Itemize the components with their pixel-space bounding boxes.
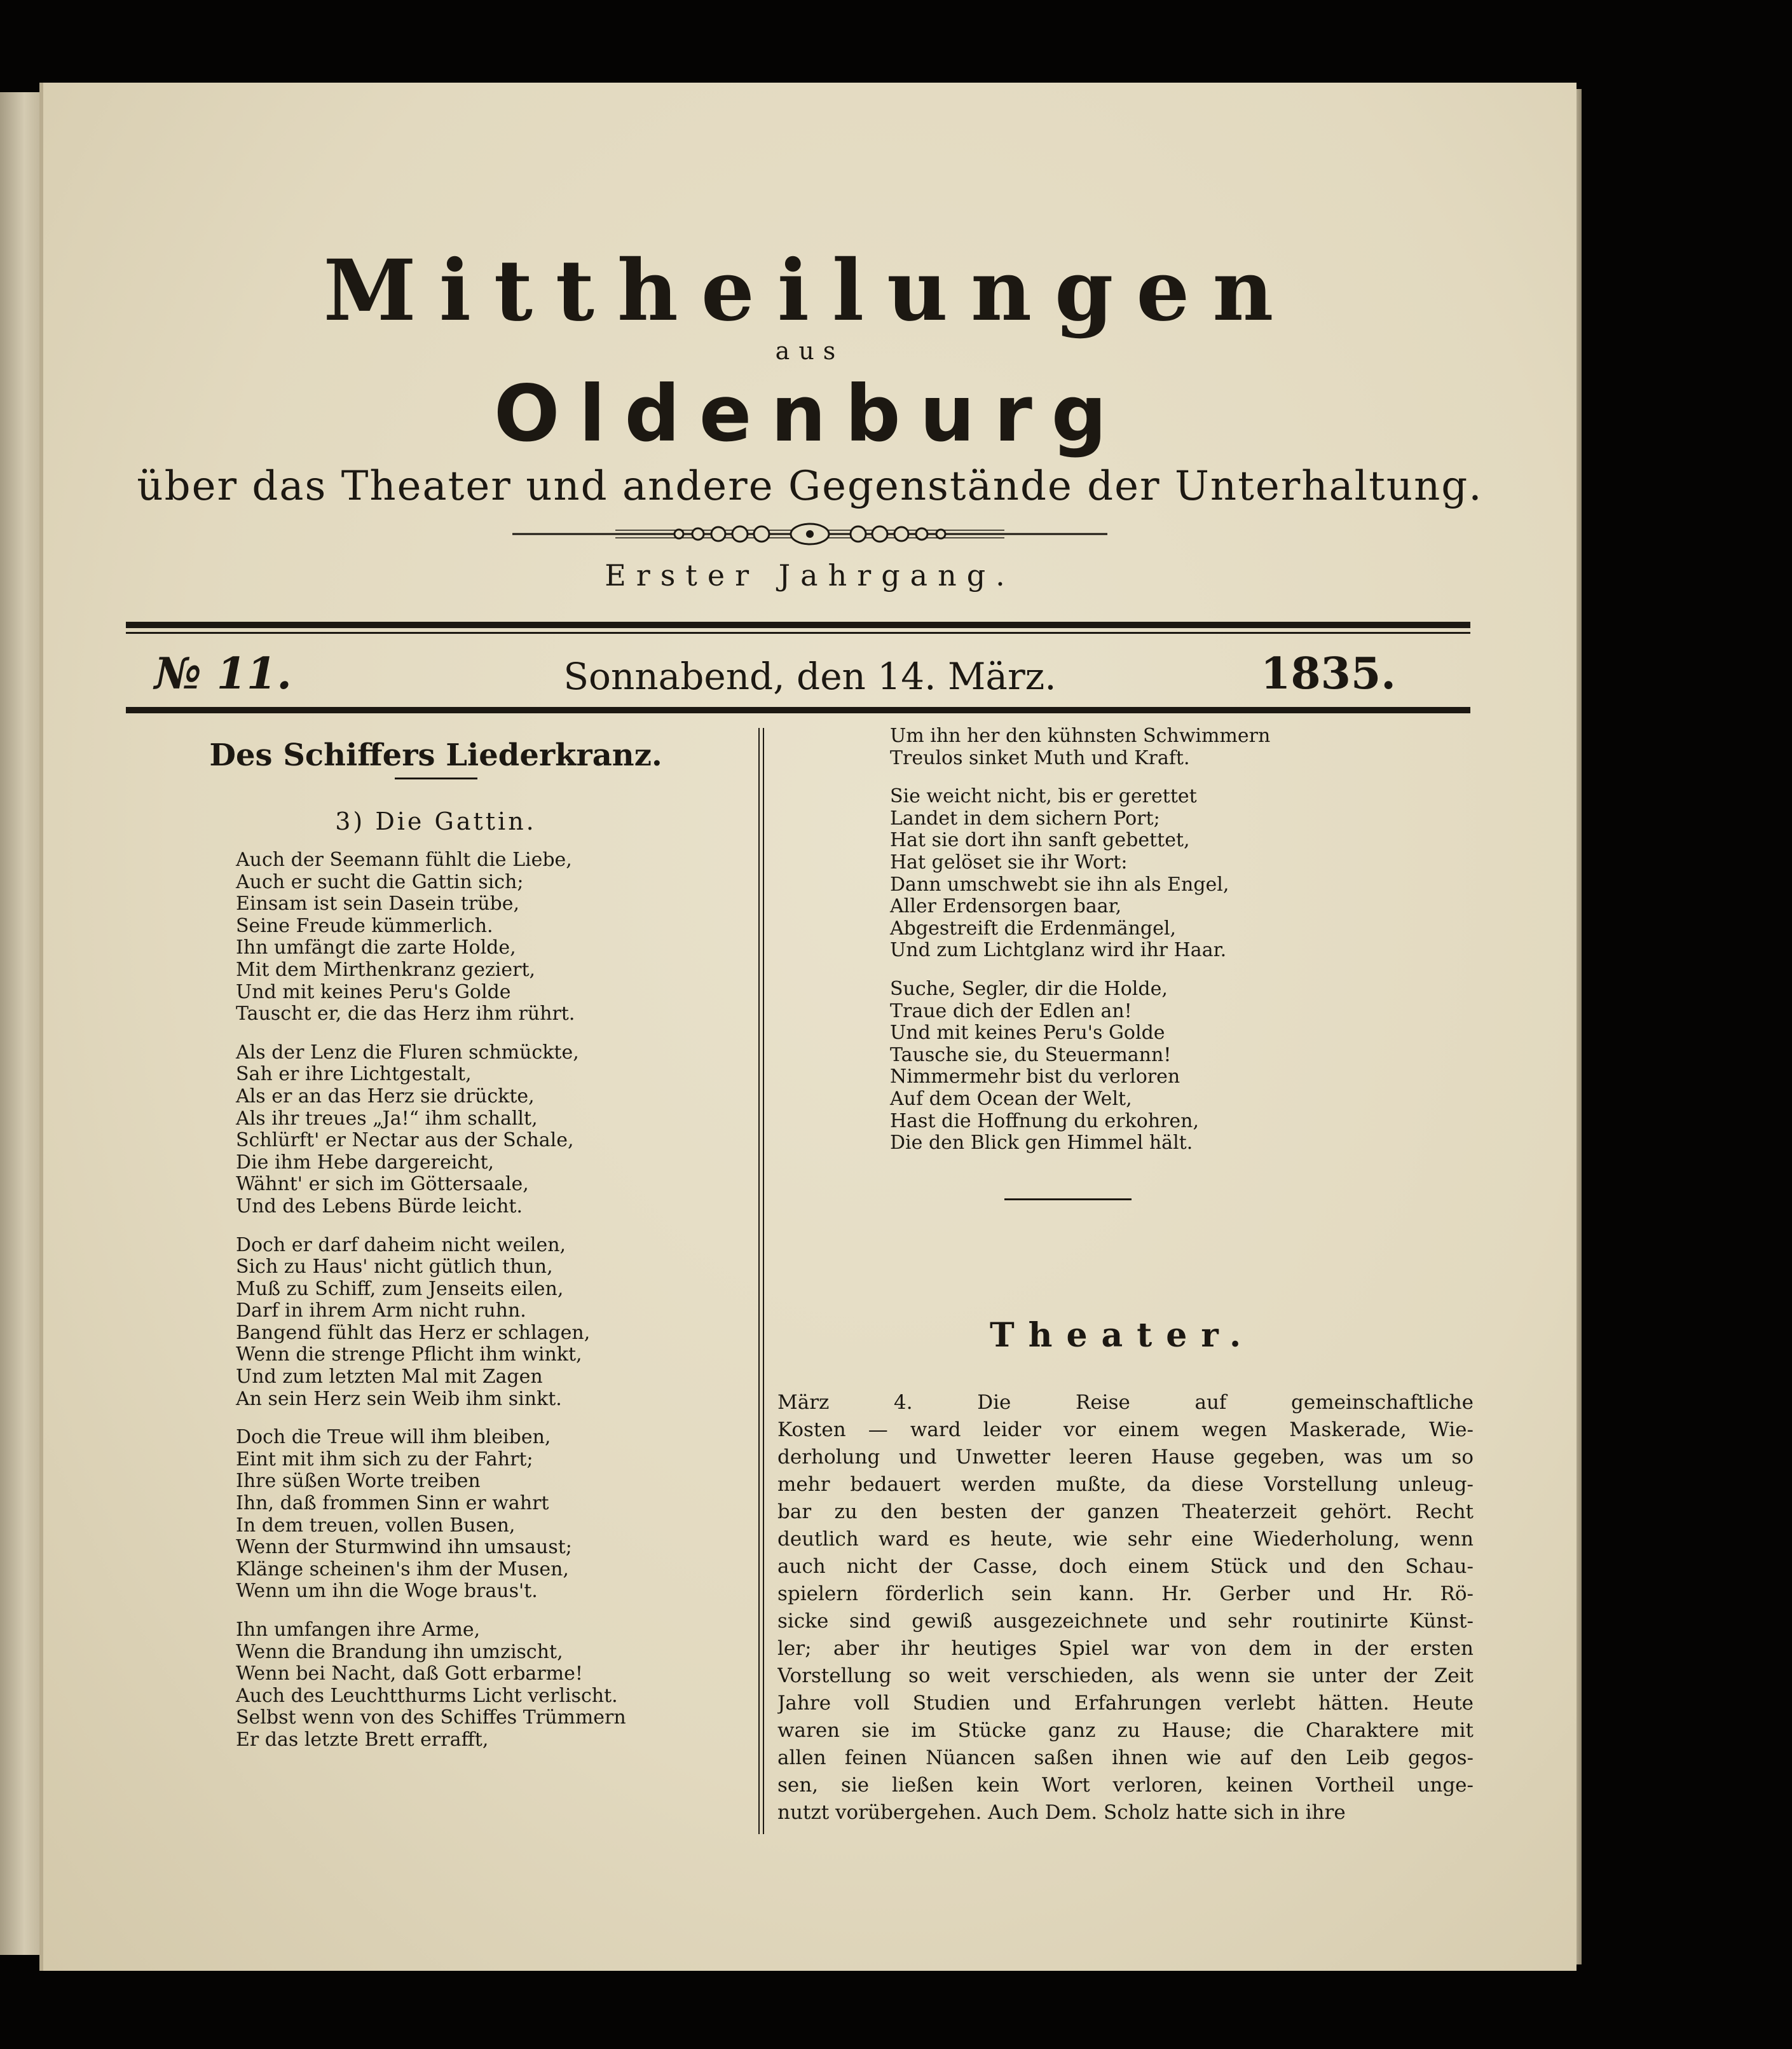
- poem-line: Ihn umfängt die zarte Holde,: [236, 936, 516, 959]
- poem-line: Wenn bei Nacht, daß Gott erbarme!: [236, 1662, 583, 1685]
- masthead-title: Mittheilungen: [323, 242, 1297, 340]
- poem-line: Als er an das Herz sie drückte,: [236, 1085, 535, 1107]
- poem-line: Traue dich der Edlen an!: [890, 999, 1132, 1022]
- poem-line: Sie weicht nicht, bis er gerettet: [890, 785, 1197, 808]
- poem-line: Seine Freude kümmerlich.: [236, 914, 493, 937]
- poem-line: Einsam ist sein Dasein trübe,: [236, 893, 520, 915]
- poem-stanza: [890, 978, 1386, 1155]
- article-line: März 4. Die Reise auf gemeinschaftliche: [777, 1391, 1474, 1414]
- poem-line: Wenn der Sturmwind ihn umsaust;: [236, 1536, 572, 1559]
- article-line: spielern förderlich sein kann. Hr. Gerber und Hr. Rö-: [777, 1582, 1474, 1605]
- newspaper-page: [39, 83, 1577, 1971]
- poem-line: Wähnt' er sich im Göttersaale,: [236, 1173, 529, 1196]
- poem-line: Tauscht er, die das Herz ihm rührt.: [236, 1003, 575, 1025]
- poem-line: Er das letzte Brett errafft,: [236, 1728, 489, 1751]
- masthead-aus: aus: [775, 337, 845, 365]
- poem-right-column: [890, 725, 1386, 1171]
- poem-line: Treulos sinket Muth und Kraft.: [890, 746, 1190, 769]
- poem-line: Selbst wenn von des Schiffes Trümmern: [236, 1706, 626, 1729]
- poem-line: Hat sie dort ihn sanft gebettet,: [890, 829, 1190, 852]
- article-line: ler; aber ihr heutiges Spiel war von dem in der ersten: [777, 1637, 1474, 1660]
- poem-line: Aller Erdensorgen baar,: [890, 895, 1122, 918]
- facing-page-edge: [0, 92, 44, 1955]
- poem-line: In dem treuen, vollen Busen,: [236, 1514, 516, 1537]
- article-line: derholung und Unwetter leeren Hause gegeben, was um so: [777, 1446, 1474, 1469]
- poem-line: Landet in dem sichern Port;: [890, 807, 1160, 830]
- column-divider-inner: [763, 728, 764, 1834]
- issue-number: № 11.: [154, 648, 292, 699]
- poem-line: Hast die Hoffnung du erkohren,: [890, 1109, 1200, 1132]
- article-line: nutzt vorübergehen. Auch Dem. Scholz hatte sich in ihre: [777, 1801, 1346, 1824]
- poem-line: Darf in ihrem Arm nicht ruhn.: [236, 1299, 526, 1322]
- poem-line: An sein Herz sein Weib ihm sinkt.: [236, 1387, 562, 1410]
- poem-line: Und zum Lichtglanz wird ihr Haar.: [890, 939, 1227, 962]
- article-line: sicke sind gewiß ausgezeichnete und sehr routinirte Künst-: [777, 1610, 1474, 1633]
- poem-line: Schlürft' er Nectar aus der Schale,: [236, 1129, 574, 1152]
- article-line: Vorstellung so weit verschieden, als wenn sie unter der Zeit: [777, 1664, 1474, 1687]
- poem-line: Auch der Seemann fühlt die Liebe,: [236, 849, 572, 871]
- article-line: waren sie im Stücke ganz zu Hause; die Charaktere mit: [777, 1719, 1474, 1742]
- poem-stanza: [890, 725, 1386, 769]
- poem-line: Die ihm Hebe dargereicht,: [236, 1151, 495, 1174]
- poem-line: Die den Blick gen Himmel hält.: [890, 1132, 1193, 1155]
- article-line: bar zu den besten der ganzen Theaterzeit gehört. Recht: [777, 1500, 1474, 1523]
- poem-line: Eint mit ihm sich zu der Fahrt;: [236, 1448, 533, 1470]
- poem-line: Hat gelöset sie ihr Wort:: [890, 851, 1128, 874]
- poem-line: Ihre süßen Worte treiben: [236, 1470, 481, 1493]
- volume-label: Erster Jahrgang.: [605, 558, 1015, 593]
- poem-line: Um ihn her den kühnsten Schwimmern: [890, 725, 1271, 747]
- poem-line: Tausche sie, du Steuermann!: [890, 1043, 1172, 1066]
- poem-line: Suche, Segler, dir die Holde,: [890, 977, 1168, 1000]
- poem-line: Und des Lebens Bürde leicht.: [236, 1195, 523, 1217]
- poem-line: Und mit keines Peru's Golde: [890, 1022, 1165, 1045]
- issue-year: 1835.: [1261, 648, 1396, 699]
- poem-line: Wenn die Brandung ihn umzischt,: [236, 1640, 563, 1663]
- masthead-place: Oldenburg: [493, 369, 1126, 459]
- masthead-rule-bottom: [126, 707, 1470, 713]
- theater-heading: Theater.: [989, 1316, 1255, 1355]
- poem-line: Sich zu Haus' nicht gütlich thun,: [236, 1256, 553, 1278]
- poem-line: Doch er darf daheim nicht weilen,: [236, 1233, 566, 1256]
- poem-subtitle: 3) Die Gattin.: [335, 807, 537, 835]
- poem-line: Klänge scheinen's ihm der Musen,: [236, 1558, 569, 1580]
- poem-stanza: [236, 1235, 744, 1411]
- poem-left-column: [236, 849, 744, 1768]
- poem-stanza: [890, 786, 1386, 962]
- poem-title-rule: [395, 778, 477, 779]
- poem-stanza: [236, 1619, 744, 1751]
- poem-title: Des Schiffers Liederkranz.: [209, 737, 662, 773]
- poem-line: Und mit keines Peru's Golde: [236, 980, 511, 1003]
- poem-line: Als der Lenz die Fluren schmückte,: [236, 1041, 579, 1064]
- poem-line: Auch er sucht die Gattin sich;: [236, 870, 524, 893]
- poem-stanza: [236, 1042, 744, 1218]
- poem-line: Bangend fühlt das Herz er schlagen,: [236, 1321, 591, 1344]
- masthead-rule-top-thin: [126, 632, 1470, 634]
- article-line: sen, sie ließen kein Wort verloren, keinen Vortheil unge-: [777, 1774, 1474, 1797]
- poem-line: Ihn umfangen ihre Arme,: [236, 1619, 481, 1641]
- article-line: allen feinen Nüancen saßen ihnen wie auf den Leib gegos-: [777, 1746, 1474, 1769]
- poem-line: Sah er ihre Lichtgestalt,: [236, 1063, 472, 1086]
- poem-line: Ihn, daß frommen Sinn er wahrt: [236, 1492, 549, 1515]
- article-line: deutlich ward es heute, wie sehr eine Wiederholung, wenn: [777, 1528, 1474, 1551]
- poem-line: Wenn die strenge Pflicht ihm winkt,: [236, 1343, 582, 1366]
- masthead-subtitle: über das Theater und andere Gegenstände der Unterhaltung.: [137, 463, 1483, 510]
- issue-date: Sonnabend, den 14. März.: [563, 655, 1057, 698]
- poem-line: Auf dem Ocean der Welt,: [890, 1087, 1132, 1110]
- ornament-divider-icon: [43, 515, 1577, 553]
- masthead-rule-top: [126, 622, 1470, 628]
- poem-line: Als ihr treues „Ja!“ ihm schallt,: [236, 1107, 538, 1130]
- article-line: Kosten — ward leider vor einem wegen Maskerade, Wie-: [777, 1418, 1474, 1441]
- poem-line: Doch die Treue will ihm bleiben,: [236, 1426, 551, 1449]
- poem-line: Abgestreift die Erdenmängel,: [890, 917, 1177, 940]
- poem-line: Muß zu Schiff, zum Jenseits eilen,: [236, 1277, 564, 1300]
- article-line: auch nicht der Casse, doch einem Stück und den Schau-: [777, 1555, 1474, 1578]
- poem-line: Wenn um ihn die Woge braus't.: [236, 1580, 538, 1603]
- poem-stanza: [236, 1427, 744, 1603]
- theater-article: [777, 1389, 1474, 1826]
- poem-line: Dann umschwebt sie ihn als Engel,: [890, 873, 1229, 896]
- article-line: Jahre voll Studien und Erfahrungen verlebt hätten. Heute: [777, 1692, 1474, 1715]
- section-rule: [1004, 1198, 1132, 1200]
- poem-stanza: [236, 849, 744, 1025]
- article-line: mehr bedauert werden mußte, da diese Vorstellung unleug-: [777, 1473, 1474, 1496]
- poem-line: Nimmermehr bist du verloren: [890, 1066, 1180, 1088]
- poem-line: Auch des Leuchtthurms Licht verlischt.: [236, 1684, 618, 1707]
- poem-line: Und zum letzten Mal mit Zagen: [236, 1366, 543, 1388]
- column-divider: [758, 728, 760, 1834]
- poem-line: Mit dem Mirthenkranz geziert,: [236, 958, 536, 981]
